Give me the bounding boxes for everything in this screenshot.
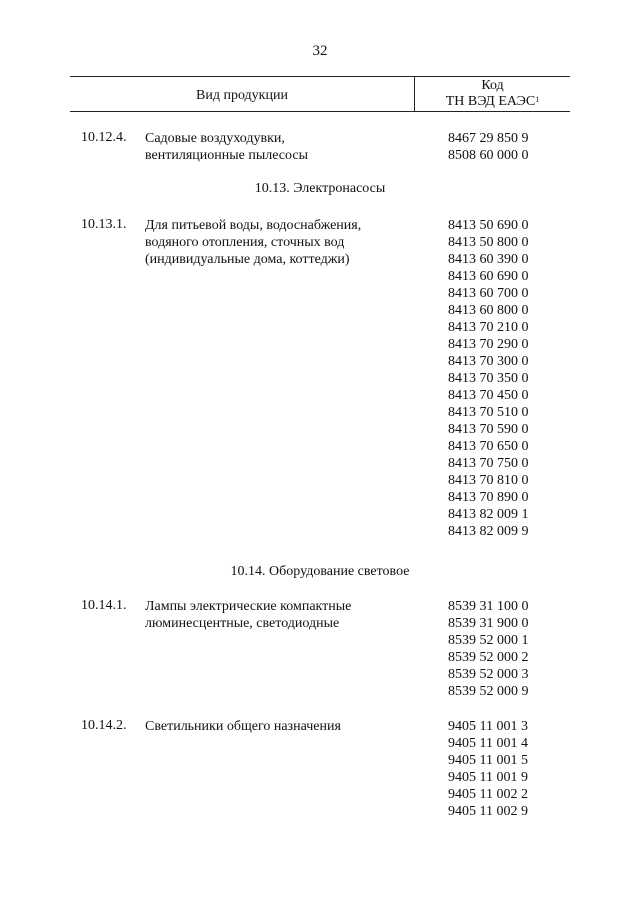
hs-code: 8413 70 450 0 [448,388,529,403]
hs-code: 8413 70 650 0 [448,439,529,454]
hs-code: 8413 60 390 0 [448,252,529,267]
footnote-marker: 1 [535,95,540,104]
column-header-product-type: Вид продукции [196,88,288,103]
row-number: 10.14.1. [81,598,127,613]
hs-code: 8413 70 510 0 [448,405,529,420]
hs-code: 8539 52 000 9 [448,684,529,699]
name-line: Садовые воздуходувки, [145,131,285,146]
section-heading: 10.13. Электронасосы [254,181,386,196]
section-heading: 10.14. Оборудование световое [230,564,410,579]
name-line: Лампы электрические компактные [145,599,352,614]
row-codes [448,598,529,700]
hs-code: 8413 60 800 0 [448,303,529,318]
hs-code: 8539 52 000 2 [448,650,529,665]
hs-code: 8539 52 000 1 [448,633,529,648]
hs-code: 8413 70 210 0 [448,320,529,335]
hs-code: 8413 82 009 1 [448,507,529,522]
name-line: Светильники общего назначения [145,719,341,734]
hs-code: 8539 31 100 0 [448,599,529,614]
table-header-bottom-rule [70,111,570,112]
hs-code: 8413 70 750 0 [448,456,529,471]
hs-code: 8413 70 300 0 [448,354,529,369]
name-line: вентиляционные пылесосы [145,148,308,163]
hs-code: 9405 11 001 5 [448,753,528,768]
hs-code: 8413 60 690 0 [448,269,529,284]
row-codes [448,718,528,820]
hs-code: 8539 31 900 0 [448,616,529,631]
hs-code: 8413 70 810 0 [448,473,529,488]
hs-code: 8413 60 700 0 [448,286,529,301]
row-product-name [145,130,308,164]
hs-code: 8467 29 850 9 [448,131,529,146]
column-header-code [415,78,570,110]
column-header-code-line2: ТН ВЭД ЕАЭС$^1$ [445,94,540,109]
hs-code: 9405 11 001 4 [448,736,528,751]
hs-code: 8413 50 690 0 [448,218,529,233]
row-product-name [145,217,361,268]
name-line: водяного отопления, сточных вод [145,235,345,250]
hs-code: 9405 11 002 2 [448,787,528,802]
row-codes [448,130,529,164]
name-line: Для питьевой воды, водоснабжения, [145,218,362,233]
row-number: 10.12.4. [81,130,127,145]
page-number: 32 [312,43,328,59]
hs-code: 8413 70 590 0 [448,422,529,437]
column-header-code-line1: Код [481,78,504,93]
name-line: (индивидуальные дома, коттеджи) [145,252,350,267]
row-product-name [145,598,351,632]
table-top-rule [70,76,570,77]
hs-code: 9405 11 001 3 [448,719,528,734]
hs-code: 9405 11 002 9 [448,804,528,819]
hs-code: 8413 50 800 0 [448,235,529,250]
hs-code: 8413 82 009 9 [448,524,529,539]
name-line: люминесцентные, светодиодные [145,616,340,631]
hs-code: 8413 70 350 0 [448,371,529,386]
row-codes [448,217,529,540]
row-number: 10.14.2. [81,718,127,733]
row-number: 10.13.1. [81,217,127,232]
row-product-name [145,718,341,735]
hs-code: 8539 52 000 3 [448,667,529,682]
hs-code: 8413 70 890 0 [448,490,529,505]
hs-code: 8508 60 000 0 [448,148,529,163]
hs-code: 9405 11 001 9 [448,770,528,785]
hs-code: 8413 70 290 0 [448,337,529,352]
